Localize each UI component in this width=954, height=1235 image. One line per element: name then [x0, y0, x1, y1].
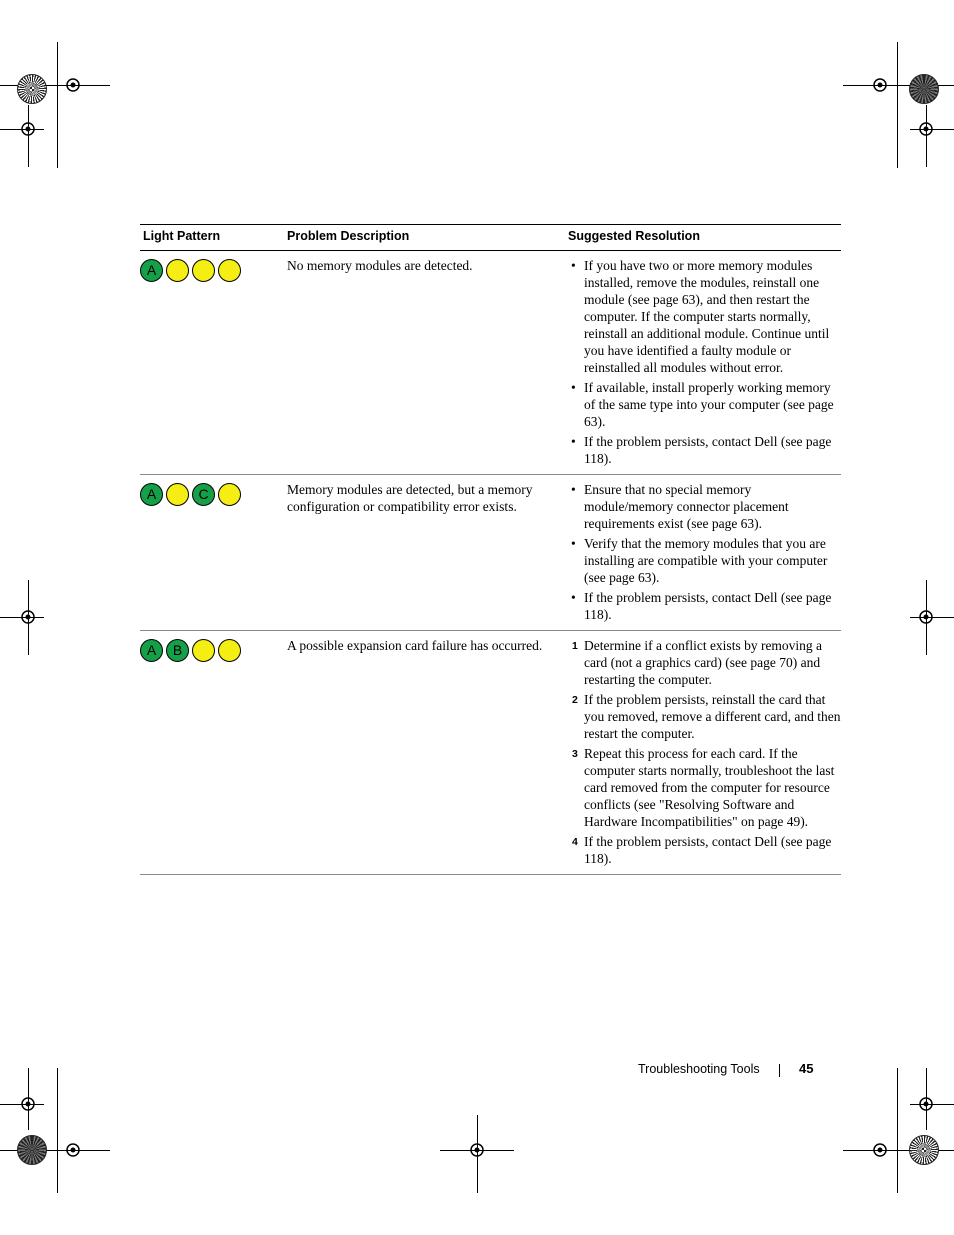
- resolution-text: Determine if a conflict exists by removing a card (not a graphics card) (see page 70) and restarting the computer.: [584, 638, 823, 687]
- registration-target-icon: [18, 119, 38, 139]
- crop-mark: [897, 1068, 898, 1193]
- footer-section-title: Troubleshooting Tools: [638, 1062, 760, 1076]
- step-number: 4: [572, 836, 578, 848]
- registration-star-icon: [17, 74, 47, 104]
- suggested-resolution: [568, 251, 841, 475]
- list-item: [568, 433, 841, 467]
- diagnostic-light-icon: C: [192, 483, 215, 506]
- bullet-list: [568, 257, 841, 467]
- page-number: 45: [799, 1061, 814, 1076]
- registration-star-icon: [909, 1135, 939, 1165]
- registration-target-icon: [63, 75, 83, 95]
- header-problem-description: Problem Description: [287, 225, 568, 251]
- light-pattern-cell: [140, 631, 287, 875]
- suggested-resolution: [568, 631, 841, 875]
- light-pattern-cell: [140, 475, 287, 631]
- table-row: [140, 251, 841, 475]
- diagnostic-light-icon: A: [140, 483, 163, 506]
- registration-star-icon: [17, 1135, 47, 1165]
- registration-target-icon: [916, 119, 936, 139]
- bullet-icon: •: [571, 380, 576, 395]
- registration-target-icon: [63, 1140, 83, 1160]
- light-pattern-cell: [140, 251, 287, 475]
- resolution-text: Repeat this process for each card. If the computer starts normally, troubleshoot the last card removed from the computer for resource conflicts (see "Resolving Software and Hardware Incompatibilities" on page 49).: [584, 746, 835, 829]
- bullet-icon: •: [571, 536, 576, 551]
- resolution-text: If the problem persists, reinstall the card that you removed, remove a different card, and then restart the computer.: [584, 692, 841, 741]
- diagnostic-light-icon: A: [140, 639, 163, 662]
- resolution-text: Ensure that no special memory module/memory connector placement requirements exist (see page 63).: [584, 482, 789, 531]
- problem-description: No memory modules are detected.: [287, 251, 568, 475]
- table-row: [140, 475, 841, 631]
- diagnostic-light-icon: [166, 483, 189, 506]
- list-item: [568, 481, 841, 532]
- suggested-resolution: [568, 475, 841, 631]
- table-row: [140, 631, 841, 875]
- diagnostic-light-icon: [218, 483, 241, 506]
- registration-target-icon: [916, 607, 936, 627]
- header-suggested-resolution: Suggested Resolution: [568, 225, 841, 251]
- list-item: [568, 833, 841, 867]
- list-item: [568, 379, 841, 430]
- registration-target-icon: [870, 75, 890, 95]
- diagnostic-light-icon: B: [166, 639, 189, 662]
- crop-mark: [897, 42, 898, 168]
- problem-description: A possible expansion card failure has occurred.: [287, 631, 568, 875]
- diagnostic-light-icon: [166, 259, 189, 282]
- resolution-text: If the problem persists, contact Dell (see page 118).: [584, 434, 832, 466]
- bullet-icon: •: [571, 434, 576, 449]
- numbered-steps: [568, 637, 841, 867]
- footer-divider: [779, 1064, 780, 1077]
- registration-target-icon: [18, 607, 38, 627]
- bullet-list: [568, 481, 841, 623]
- list-item: [568, 257, 841, 376]
- resolution-text: If the problem persists, contact Dell (see page 118).: [584, 834, 832, 866]
- diagnostic-light-icon: [192, 639, 215, 662]
- resolution-text: Verify that the memory modules that you are installing are compatible with your computer (see page 63).: [584, 536, 828, 585]
- step-number: 3: [572, 748, 578, 760]
- table-header-row: [140, 225, 841, 251]
- step-number: 1: [572, 640, 578, 652]
- registration-star-icon: [909, 74, 939, 104]
- registration-target-icon: [18, 1094, 38, 1114]
- crop-mark: [57, 42, 58, 168]
- registration-target-icon: [870, 1140, 890, 1160]
- diagnostic-lights: [140, 481, 287, 506]
- resolution-text: If the problem persists, contact Dell (see page 118).: [584, 590, 832, 622]
- crop-mark: [57, 1068, 58, 1193]
- bullet-icon: •: [571, 482, 576, 497]
- list-item: [568, 745, 841, 830]
- registration-target-icon: [916, 1094, 936, 1114]
- bullet-icon: •: [571, 258, 576, 273]
- list-item: [568, 589, 841, 623]
- diagnostic-light-icon: [218, 639, 241, 662]
- bullet-icon: •: [571, 590, 576, 605]
- list-item: [568, 691, 841, 742]
- diagnostic-lights-table: [140, 224, 841, 875]
- header-light-pattern: Light Pattern: [140, 225, 287, 251]
- resolution-text: If available, install properly working memory of the same type into your computer (see page 63).: [584, 380, 834, 429]
- problem-description: Memory modules are detected, but a memory configuration or compatibility error exists.: [287, 475, 568, 631]
- diagnostic-light-icon: [218, 259, 241, 282]
- list-item: [568, 637, 841, 688]
- diagnostic-light-icon: A: [140, 259, 163, 282]
- list-item: [568, 535, 841, 586]
- diagnostic-lights: [140, 257, 287, 282]
- step-number: 2: [572, 694, 578, 706]
- registration-target-icon: [467, 1140, 487, 1160]
- diagnostic-lights: [140, 637, 287, 662]
- diagnostic-light-icon: [192, 259, 215, 282]
- resolution-text: If you have two or more memory modules installed, remove the modules, reinstall one module (see page 63), and then restart the computer. If the computer starts normally, reinstall an additional module. Continue until you have identified a faulty module or reinstalled all modules without error.: [584, 258, 830, 375]
